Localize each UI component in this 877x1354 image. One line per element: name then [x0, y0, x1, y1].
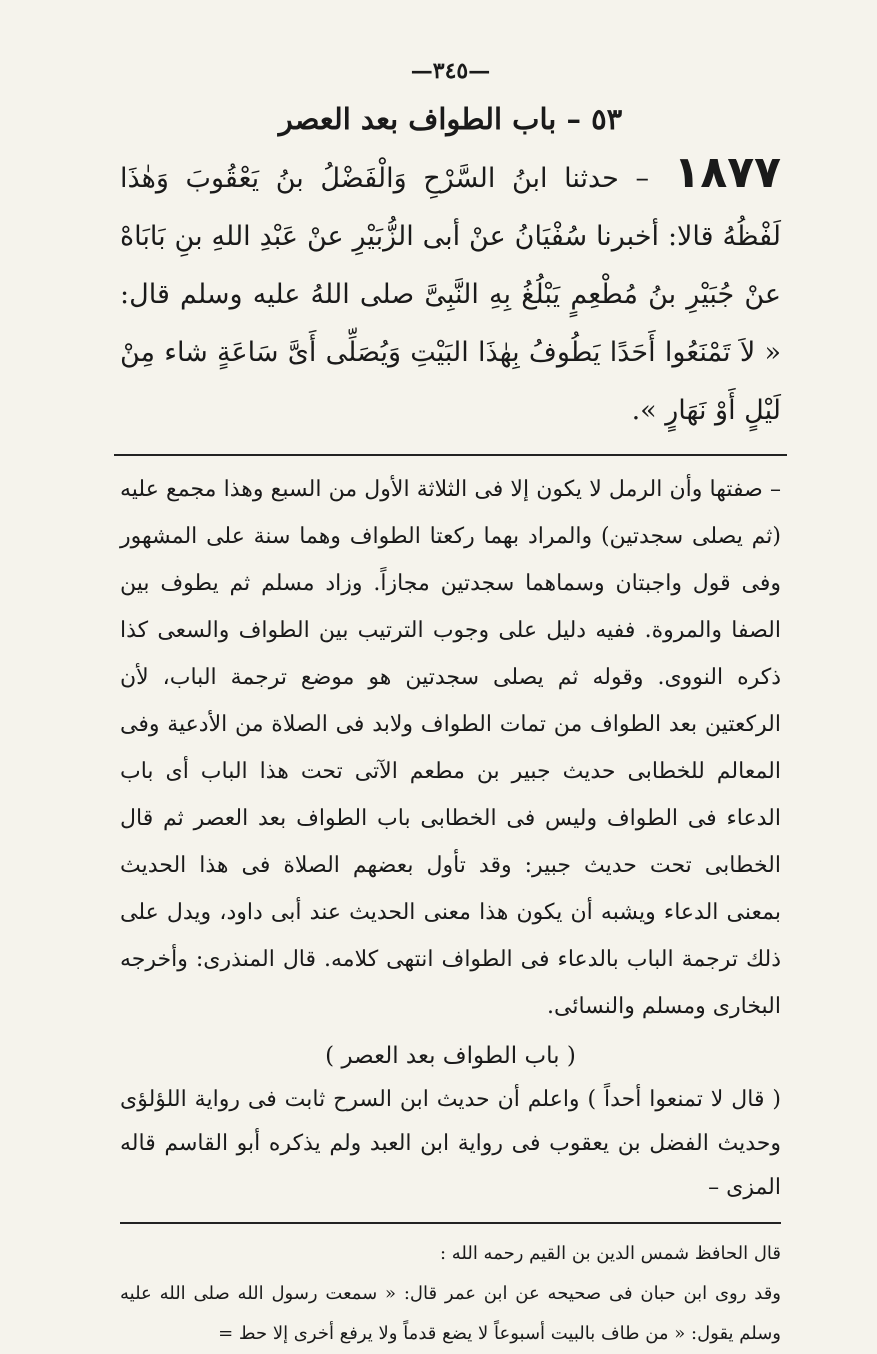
hadith-text: – حدثنا ابنُ السَّرْحِ وَالْفَضْلُ بنُ يَعْقُوبَ وَهٰذَا لَفْظُهُ قالا: أخبرنا سُفْيَانُ عنْ أبى الزُّبَيْرِ عنْ عَبْدِ اللهِ بنِ بَابَاهْ عنْ جُبَيْرِ بنُ مُطْعِمٍ يَبْلُغُ بِهِ النَّبِىَّ صلى اللهُ عليه وسلم قال: « لاَ تَمْنَعُوا أَحَدًا يَطُوفُ بِهٰذَا البَيْتِ وَيُصَلِّى أَىَّ سَاعَةٍ شاء مِنْ لَيْلٍ أَوْ نَهَارٍ ». [120, 163, 781, 426]
commentary-text-2: ( قال لا تمنعوا أحداً ) واعلم أن حديث ابن السرح ثابت فى رواية اللؤلؤى وحديث الفضل بن يعقوب فى رواية ابن العبد ولم يذكره أبو القاسم قاله المزى – [120, 1087, 781, 1200]
chapter-heading: ٥٣ – باب الطواف بعد العصر [278, 102, 623, 136]
footnote-divider [120, 1222, 781, 1224]
hadith-text-block [120, 144, 781, 440]
section-divider [114, 454, 787, 456]
commentary-text: – صفتها وأن الرمل لا يكون إلا فى الثلاثة الأول من السبع وهذا مجمع عليه (ثم يصلى سجدتين) والمراد بهما ركعتا الطواف وهما سنة على المشهور وفى قول واجبتان وسماهما سجدتين مجازاً. وزاد مسلم ثم يطوف بين الصفا والمروة. ففيه دليل على وجوب الترتيب بين الطواف والسعى كذا ذكره النووى. وقوله ثم يصلى سجدتين هو موضع ترجمة الباب، لأن الركعتين بعد الطواف من تمات الطواف ولابد فى الصلاة من الأدعية وفى المعالم للخطابى حديث جبير بن مطعم الآتى تحت هذا الباب أى باب الدعاء فى الطواف وليس فى الخطابى باب الطواف بعد العصر ثم قال الخطابى تحت حديث جبير: وقد تأول بعضهم الصلاة فى هذا الحديث بمعنى الدعاء ويشبه أن يكون هذا معنى الحديث عند أبى داود، ويدل على ذلك ترجمة الباب بالدعاء فى الطواف انتهى كلامه. قال المنذرى: وأخرجه البخارى ومسلم والنسائى. [120, 477, 781, 1019]
footnote-line-1: قال الحافظ شمس الدين بن القيم رحمه الله : [439, 1243, 781, 1264]
page-number: —٣٤٥— [410, 58, 491, 84]
sub-heading: ( باب الطواف بعد العصر ) [325, 1043, 576, 1069]
hadith-number: ١٨٧٧ [673, 147, 781, 198]
footnote-line-2: وقد روى ابن حبان فى صحيحه عن ابن عمر قال: « سمعت رسول الله صلى الله عليه وسلم يقول: « من طاف بالبيت أسبوعاً لا يضع قدماً ولا يرفع أخرى إلا حط = [120, 1283, 781, 1344]
